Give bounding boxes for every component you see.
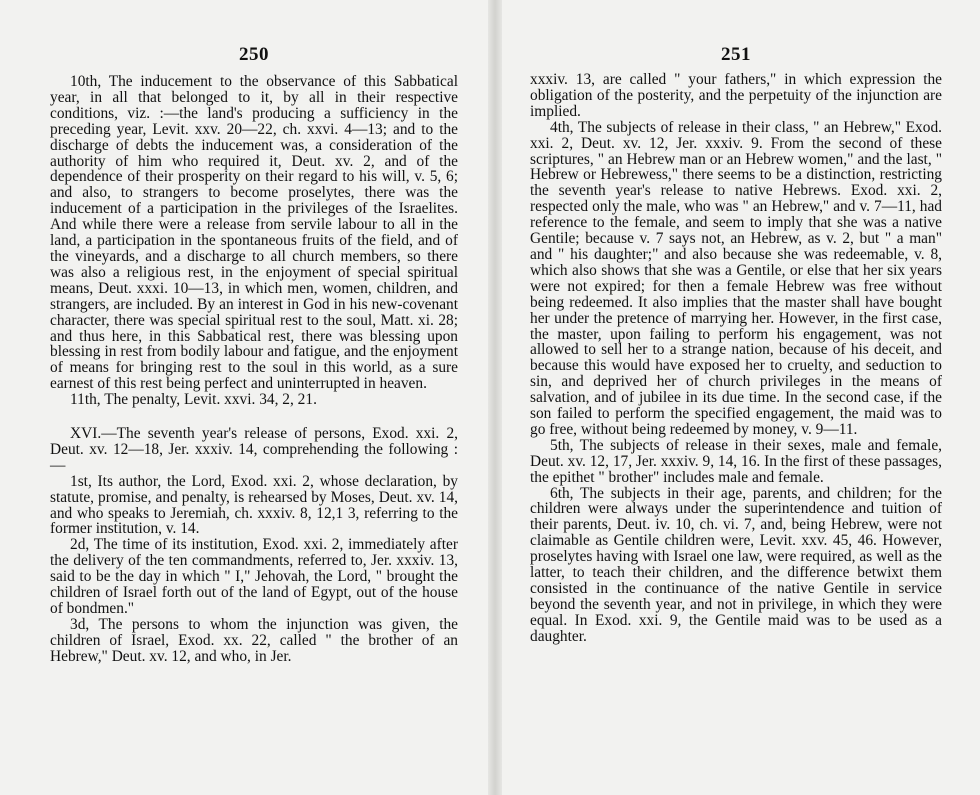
paragraph: 4th, The subjects of release in their class, " an Hebrew," Exod. xxi. 2, Deut. xv. 12, Jer. xxxiv. 9. From the second of these scriptures, " an Hebrew man or an Hebrew women," and the last, " Hebrew or Hebrewess," there seems to be a distinction, restricting the seventh year's release to native Hebrews. Exod. xxi. 2, respected only the male, who was " an Hebrew," and v. 7—11, had reference to the female, and seem to imply that she was a native Gentile; because v. 7 says not, an Hebrew, as v. 2, but " a man" and " his daughter;" and also because she was redeemable, v. 8, which also shows that she was a Gentile, or else that her six years were not expired; for then a female Hebrew was free without being redeemed. It also implies that the master shall have bought her under the pretence of marrying her. However, in the first case, the master, upon failing to perform his engagement, was not allowed to sell her to a strange nation, because of his deceit, and because this would have exposed her to cruelty, and seduction to sin, and deprived her of church privileges in the means of salvation, and of jubilee in its due time. In the second case, if the son failed to perform the specified engagement, the maid was to go free, without being redeemed by money, v. 9—11. (530, 118, 942, 438)
page-number-right: 251 (721, 44, 751, 65)
paragraph: 6th, The subjects in their age, parents, and children; for the children were always under the superintendence and tuition of their parents, Deut. iv. 10, ch. vi. 7, and, being Hebrew, were not claimable as Gentile children were, Levit. xxv. 45, 46. However, proselytes having with Israel one law, were required, as well as the latter, to teach their children, and the difference betwixt them consisted in the continuance of the native Gentile in service beyond the seventh year, and not in privilege, in which they were equal. In Exod. xxi. 9, the Gentile maid was to be used as a daughter. (530, 484, 942, 645)
left-page-body (50, 74, 458, 665)
paragraph: 10th, The inducement to the observance of this Sabbatical year, in all that belonged to it, by all in their respective conditions, viz. :—the land's producing a sufficiency in the preceding year, Levit. xxv. 20—22, ch. xxvi. 4—13; and to the discharge of debts the inducement was, a consideration of the authority of him who required it, Deut. xv. 2, and of the dependence of their prosperity on their regard to his will, v. 5, 6; and also, to strangers to become proselytes, there was the inducement of a participation in the privileges of the Israelites. And while there were a release from servile labour to all in the land, a participation in the spontaneous fruits of the field, and of the vineyards, and a discharge to all church members, so there was also a religious rest, in the enjoyment of special spiritual means, Deut. xxxi. 10—13, in which men, women, children, and strangers, are included. By an interest in God in his new-covenant character, there was special spiritual rest to the soul, Matt. xi. 28; and thus here, in this Sabbatical rest, there was blessing upon blessing in rest from bodily labour and fatigue, and the enjoyment of means for bringing rest to the soul in this world, as a sure earnest of this rest being perfect and uninterrupted in heaven. (50, 73, 458, 393)
paragraph: xxxiv. 13, are called " your fathers," in which expression the obligation of the posterity, and the perpetuity of the injunction are implied. (530, 71, 942, 120)
paragraph: 5th, The subjects of release in their sexes, male and female, Deut. xv. 12, 17, Jer. xxxiv. 9, 14, 16. In the first of these passages, the epithet " brother" includes male and female. (530, 436, 942, 486)
right-page-body (530, 72, 942, 645)
paragraph: 11th, The penalty, Levit. xxvi. 34, 2, 21. (70, 391, 317, 409)
paragraph: 3d, The persons to whom the injunction was given, the children of Israel, Exod. xx. 22, called " the brother of an Hebrew," Deut. xv. 12, and who, in Jer. (50, 615, 458, 665)
paragraph: 2d, The time of its institution, Exod. xxi. 2, immediately after the delivery of the ten commandments, referred to, Jer. xxxiv. 13, said to be the day in which " I," Jehovah, the Lord, " brought the children of Israel forth out of the land of Egypt, out of the house of bondmen." (50, 536, 458, 617)
right-page (500, 0, 980, 795)
section-heading-paragraph: XVI.—The seventh year's release of persons, Exod. xxi. 2, Deut. xv. 12—18, Jer. xxxiv. 14, comprehending the following :— (50, 425, 458, 474)
paragraph: 1st, Its author, the Lord, Exod. xxi. 2, whose declaration, by statute, promise, and penalty, is rehearsed by Moses, Deut. xv. 14, and who speaks to Jeremiah, ch. xxxiv. 8, 12,1 3, referring to the former institution, v. 14. (50, 472, 458, 538)
page-number-left: 250 (239, 44, 269, 65)
